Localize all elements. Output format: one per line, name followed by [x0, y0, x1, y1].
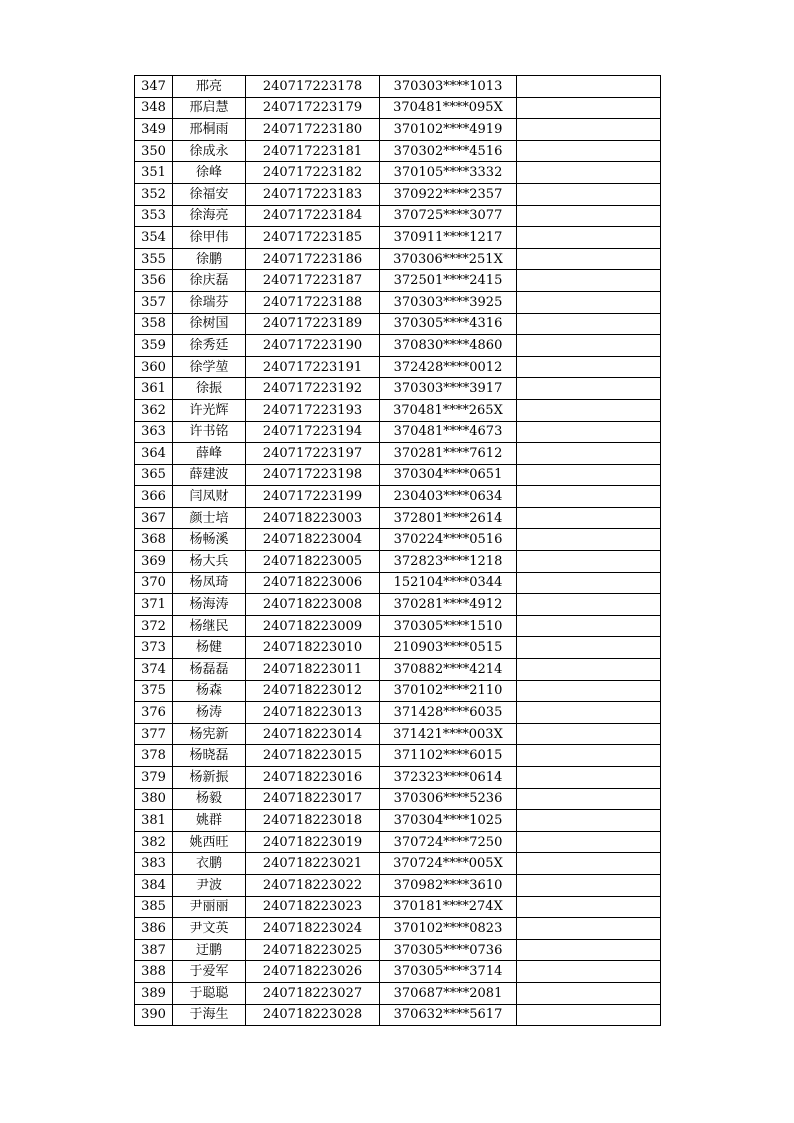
note-cell [517, 507, 661, 529]
table-row [135, 443, 661, 465]
ticket-number-cell: 240717223199 [246, 486, 380, 508]
table-row [135, 76, 661, 98]
table-row [135, 853, 661, 875]
id-number-cell: 370632****5617 [380, 1004, 517, 1026]
table-row [135, 896, 661, 918]
seq-cell: 381 [135, 810, 173, 832]
seq-cell: 347 [135, 76, 173, 98]
seq-cell: 353 [135, 205, 173, 227]
seq-cell: 378 [135, 745, 173, 767]
name-cell: 薛建波 [173, 464, 246, 486]
table-row [135, 356, 661, 378]
ticket-number-cell: 240718223004 [246, 529, 380, 551]
note-cell [517, 291, 661, 313]
name-cell: 迂鹏 [173, 939, 246, 961]
id-number-cell: 230403****0634 [380, 486, 517, 508]
name-cell: 徐树国 [173, 313, 246, 335]
ticket-number-cell: 240718223024 [246, 918, 380, 940]
ticket-number-cell: 240717223188 [246, 291, 380, 313]
name-cell: 闫凤财 [173, 486, 246, 508]
name-cell: 杨新振 [173, 767, 246, 789]
seq-cell: 382 [135, 831, 173, 853]
name-cell: 尹文英 [173, 918, 246, 940]
id-number-cell: 370305****0736 [380, 939, 517, 961]
note-cell [517, 745, 661, 767]
id-number-cell: 370481****265X [380, 399, 517, 421]
table-row [135, 97, 661, 119]
name-cell: 邢启慧 [173, 97, 246, 119]
name-cell: 杨健 [173, 637, 246, 659]
ticket-number-cell: 240717223187 [246, 270, 380, 292]
id-number-cell: 370281****7612 [380, 443, 517, 465]
name-cell: 许书铭 [173, 421, 246, 443]
id-number-cell: 370281****4912 [380, 594, 517, 616]
note-cell [517, 443, 661, 465]
id-number-cell: 370304****1025 [380, 810, 517, 832]
seq-cell: 380 [135, 788, 173, 810]
note-cell [517, 572, 661, 594]
note-cell [517, 1004, 661, 1026]
ticket-number-cell: 240718223019 [246, 831, 380, 853]
id-number-cell: 371421****003X [380, 723, 517, 745]
note-cell [517, 551, 661, 573]
id-number-cell: 372501****2415 [380, 270, 517, 292]
table-row [135, 507, 661, 529]
name-cell: 杨大兵 [173, 551, 246, 573]
table-row [135, 594, 661, 616]
table-row [135, 982, 661, 1004]
id-number-cell: 370302****4516 [380, 140, 517, 162]
seq-cell: 379 [135, 767, 173, 789]
note-cell [517, 788, 661, 810]
ticket-number-cell: 240717223191 [246, 356, 380, 378]
note-cell [517, 982, 661, 1004]
name-cell: 杨涛 [173, 702, 246, 724]
table-row [135, 723, 661, 745]
seq-cell: 374 [135, 659, 173, 681]
name-cell: 杨继民 [173, 615, 246, 637]
ticket-number-cell: 240717223178 [246, 76, 380, 98]
table-row [135, 659, 661, 681]
note-cell [517, 853, 661, 875]
name-cell: 杨毅 [173, 788, 246, 810]
id-number-cell: 370303****3925 [380, 291, 517, 313]
seq-cell: 352 [135, 183, 173, 205]
table-row [135, 918, 661, 940]
note-cell [517, 97, 661, 119]
table-row [135, 119, 661, 141]
seq-cell: 371 [135, 594, 173, 616]
seq-cell: 385 [135, 896, 173, 918]
id-number-cell: 372823****1218 [380, 551, 517, 573]
ticket-number-cell: 240718223021 [246, 853, 380, 875]
id-number-cell: 371102****6015 [380, 745, 517, 767]
table-row [135, 529, 661, 551]
note-cell [517, 702, 661, 724]
ticket-number-cell: 240718223028 [246, 1004, 380, 1026]
ticket-number-cell: 240718223017 [246, 788, 380, 810]
note-cell [517, 205, 661, 227]
table-row [135, 486, 661, 508]
note-cell [517, 810, 661, 832]
name-cell: 杨宪新 [173, 723, 246, 745]
name-cell: 徐成永 [173, 140, 246, 162]
seq-cell: 377 [135, 723, 173, 745]
note-cell [517, 615, 661, 637]
id-number-cell: 370181****274X [380, 896, 517, 918]
seq-cell: 356 [135, 270, 173, 292]
id-number-cell: 370304****0651 [380, 464, 517, 486]
seq-cell: 362 [135, 399, 173, 421]
ticket-number-cell: 240718223027 [246, 982, 380, 1004]
table-row [135, 140, 661, 162]
ticket-number-cell: 240718223015 [246, 745, 380, 767]
seq-cell: 370 [135, 572, 173, 594]
ticket-number-cell: 240718223016 [246, 767, 380, 789]
note-cell [517, 248, 661, 270]
id-number-cell: 370830****4860 [380, 335, 517, 357]
seq-cell: 358 [135, 313, 173, 335]
table-row [135, 205, 661, 227]
table-row [135, 961, 661, 983]
name-cell: 于爱军 [173, 961, 246, 983]
id-number-cell: 370305****4316 [380, 313, 517, 335]
id-number-cell: 370305****1510 [380, 615, 517, 637]
ticket-number-cell: 240718223006 [246, 572, 380, 594]
table-row [135, 572, 661, 594]
name-cell: 徐甲伟 [173, 227, 246, 249]
table-row [135, 421, 661, 443]
id-number-cell: 370725****3077 [380, 205, 517, 227]
id-number-cell: 370982****3610 [380, 874, 517, 896]
seq-cell: 383 [135, 853, 173, 875]
id-number-cell: 370303****3917 [380, 378, 517, 400]
name-cell: 杨凤琦 [173, 572, 246, 594]
seq-cell: 361 [135, 378, 173, 400]
id-number-cell: 370481****095X [380, 97, 517, 119]
id-number-cell: 372428****0012 [380, 356, 517, 378]
ticket-number-cell: 240717223186 [246, 248, 380, 270]
note-cell [517, 421, 661, 443]
ticket-number-cell: 240718223011 [246, 659, 380, 681]
name-cell: 姚西旺 [173, 831, 246, 853]
ticket-number-cell: 240718223026 [246, 961, 380, 983]
name-cell: 薛峰 [173, 443, 246, 465]
name-cell: 徐鹏 [173, 248, 246, 270]
seq-cell: 351 [135, 162, 173, 184]
name-cell: 于海生 [173, 1004, 246, 1026]
table-row [135, 767, 661, 789]
seq-cell: 368 [135, 529, 173, 551]
seq-cell: 349 [135, 119, 173, 141]
name-cell: 徐海亮 [173, 205, 246, 227]
note-cell [517, 896, 661, 918]
ticket-number-cell: 240718223013 [246, 702, 380, 724]
id-number-cell: 370305****3714 [380, 961, 517, 983]
note-cell [517, 227, 661, 249]
seq-cell: 387 [135, 939, 173, 961]
note-cell [517, 874, 661, 896]
ticket-number-cell: 240718223014 [246, 723, 380, 745]
note-cell [517, 637, 661, 659]
seq-cell: 390 [135, 1004, 173, 1026]
table-row [135, 399, 661, 421]
ticket-number-cell: 240718223010 [246, 637, 380, 659]
id-number-cell: 152104****0344 [380, 572, 517, 594]
table-row [135, 551, 661, 573]
seq-cell: 376 [135, 702, 173, 724]
note-cell [517, 961, 661, 983]
name-cell: 徐振 [173, 378, 246, 400]
seq-cell: 366 [135, 486, 173, 508]
table-row [135, 810, 661, 832]
note-cell [517, 119, 661, 141]
ticket-number-cell: 240717223198 [246, 464, 380, 486]
note-cell [517, 313, 661, 335]
seq-cell: 363 [135, 421, 173, 443]
ticket-number-cell: 240718223005 [246, 551, 380, 573]
table-row [135, 702, 661, 724]
table-row [135, 939, 661, 961]
note-cell [517, 162, 661, 184]
note-cell [517, 335, 661, 357]
note-cell [517, 918, 661, 940]
name-cell: 许光辉 [173, 399, 246, 421]
seq-cell: 369 [135, 551, 173, 573]
table-row [135, 788, 661, 810]
table-row [135, 680, 661, 702]
note-cell [517, 464, 661, 486]
note-cell [517, 594, 661, 616]
id-number-cell: 370306****251X [380, 248, 517, 270]
table-row [135, 831, 661, 853]
name-cell: 姚群 [173, 810, 246, 832]
note-cell [517, 723, 661, 745]
ticket-number-cell: 240717223183 [246, 183, 380, 205]
note-cell [517, 939, 661, 961]
seq-cell: 375 [135, 680, 173, 702]
table-row [135, 248, 661, 270]
table-row [135, 270, 661, 292]
id-number-cell: 371428****6035 [380, 702, 517, 724]
table-row [135, 335, 661, 357]
ticket-number-cell: 240717223192 [246, 378, 380, 400]
ticket-number-cell: 240717223180 [246, 119, 380, 141]
ticket-number-cell: 240718223025 [246, 939, 380, 961]
id-number-cell: 370224****0516 [380, 529, 517, 551]
id-number-cell: 370102****2110 [380, 680, 517, 702]
id-number-cell: 370911****1217 [380, 227, 517, 249]
seq-cell: 386 [135, 918, 173, 940]
table-row [135, 227, 661, 249]
table-row [135, 637, 661, 659]
seq-cell: 357 [135, 291, 173, 313]
seq-cell: 367 [135, 507, 173, 529]
table-row [135, 874, 661, 896]
ticket-number-cell: 240718223008 [246, 594, 380, 616]
id-number-cell: 370303****1013 [380, 76, 517, 98]
seq-cell: 350 [135, 140, 173, 162]
name-cell: 邢桐雨 [173, 119, 246, 141]
name-cell: 尹波 [173, 874, 246, 896]
ticket-number-cell: 240718223023 [246, 896, 380, 918]
id-number-cell: 370102****4919 [380, 119, 517, 141]
note-cell [517, 378, 661, 400]
name-cell: 杨畅溪 [173, 529, 246, 551]
ticket-number-cell: 240717223190 [246, 335, 380, 357]
name-cell: 徐秀廷 [173, 335, 246, 357]
table-row [135, 1004, 661, 1026]
ticket-number-cell: 240717223184 [246, 205, 380, 227]
name-cell: 杨海涛 [173, 594, 246, 616]
name-cell: 杨森 [173, 680, 246, 702]
note-cell [517, 76, 661, 98]
id-number-cell: 372801****2614 [380, 507, 517, 529]
name-cell: 徐学堃 [173, 356, 246, 378]
note-cell [517, 659, 661, 681]
id-number-cell: 370102****0823 [380, 918, 517, 940]
ticket-number-cell: 240717223182 [246, 162, 380, 184]
ticket-number-cell: 240717223197 [246, 443, 380, 465]
table-row [135, 162, 661, 184]
table-row [135, 183, 661, 205]
note-cell [517, 767, 661, 789]
table-row [135, 464, 661, 486]
note-cell [517, 486, 661, 508]
ticket-number-cell: 240718223003 [246, 507, 380, 529]
id-number-cell: 370481****4673 [380, 421, 517, 443]
name-cell: 尹丽丽 [173, 896, 246, 918]
id-number-cell: 370724****005X [380, 853, 517, 875]
roster-table [134, 75, 661, 1026]
table-row [135, 745, 661, 767]
note-cell [517, 680, 661, 702]
id-number-cell: 370724****7250 [380, 831, 517, 853]
seq-cell: 372 [135, 615, 173, 637]
ticket-number-cell: 240717223181 [246, 140, 380, 162]
note-cell [517, 356, 661, 378]
name-cell: 徐福安 [173, 183, 246, 205]
ticket-number-cell: 240717223189 [246, 313, 380, 335]
seq-cell: 360 [135, 356, 173, 378]
table-row [135, 615, 661, 637]
name-cell: 徐瑞芬 [173, 291, 246, 313]
seq-cell: 384 [135, 874, 173, 896]
seq-cell: 355 [135, 248, 173, 270]
seq-cell: 388 [135, 961, 173, 983]
id-number-cell: 210903****0515 [380, 637, 517, 659]
name-cell: 徐峰 [173, 162, 246, 184]
name-cell: 颜士培 [173, 507, 246, 529]
table-row [135, 378, 661, 400]
seq-cell: 359 [135, 335, 173, 357]
note-cell [517, 399, 661, 421]
table-row [135, 291, 661, 313]
seq-cell: 389 [135, 982, 173, 1004]
note-cell [517, 831, 661, 853]
ticket-number-cell: 240717223179 [246, 97, 380, 119]
ticket-number-cell: 240717223185 [246, 227, 380, 249]
name-cell: 邢亮 [173, 76, 246, 98]
seq-cell: 354 [135, 227, 173, 249]
id-number-cell: 370922****2357 [380, 183, 517, 205]
note-cell [517, 140, 661, 162]
id-number-cell: 372323****0614 [380, 767, 517, 789]
seq-cell: 364 [135, 443, 173, 465]
name-cell: 杨晓磊 [173, 745, 246, 767]
note-cell [517, 529, 661, 551]
note-cell [517, 183, 661, 205]
seq-cell: 348 [135, 97, 173, 119]
id-number-cell: 370687****2081 [380, 982, 517, 1004]
id-number-cell: 370306****5236 [380, 788, 517, 810]
note-cell [517, 270, 661, 292]
id-number-cell: 370882****4214 [380, 659, 517, 681]
seq-cell: 365 [135, 464, 173, 486]
id-number-cell: 370105****3332 [380, 162, 517, 184]
ticket-number-cell: 240718223018 [246, 810, 380, 832]
roster-body [135, 76, 661, 1026]
ticket-number-cell: 240718223022 [246, 874, 380, 896]
name-cell: 徐庆磊 [173, 270, 246, 292]
ticket-number-cell: 240718223009 [246, 615, 380, 637]
ticket-number-cell: 240717223194 [246, 421, 380, 443]
name-cell: 于聪聪 [173, 982, 246, 1004]
seq-cell: 373 [135, 637, 173, 659]
ticket-number-cell: 240718223012 [246, 680, 380, 702]
name-cell: 衣鹏 [173, 853, 246, 875]
name-cell: 杨磊磊 [173, 659, 246, 681]
ticket-number-cell: 240717223193 [246, 399, 380, 421]
table-row [135, 313, 661, 335]
